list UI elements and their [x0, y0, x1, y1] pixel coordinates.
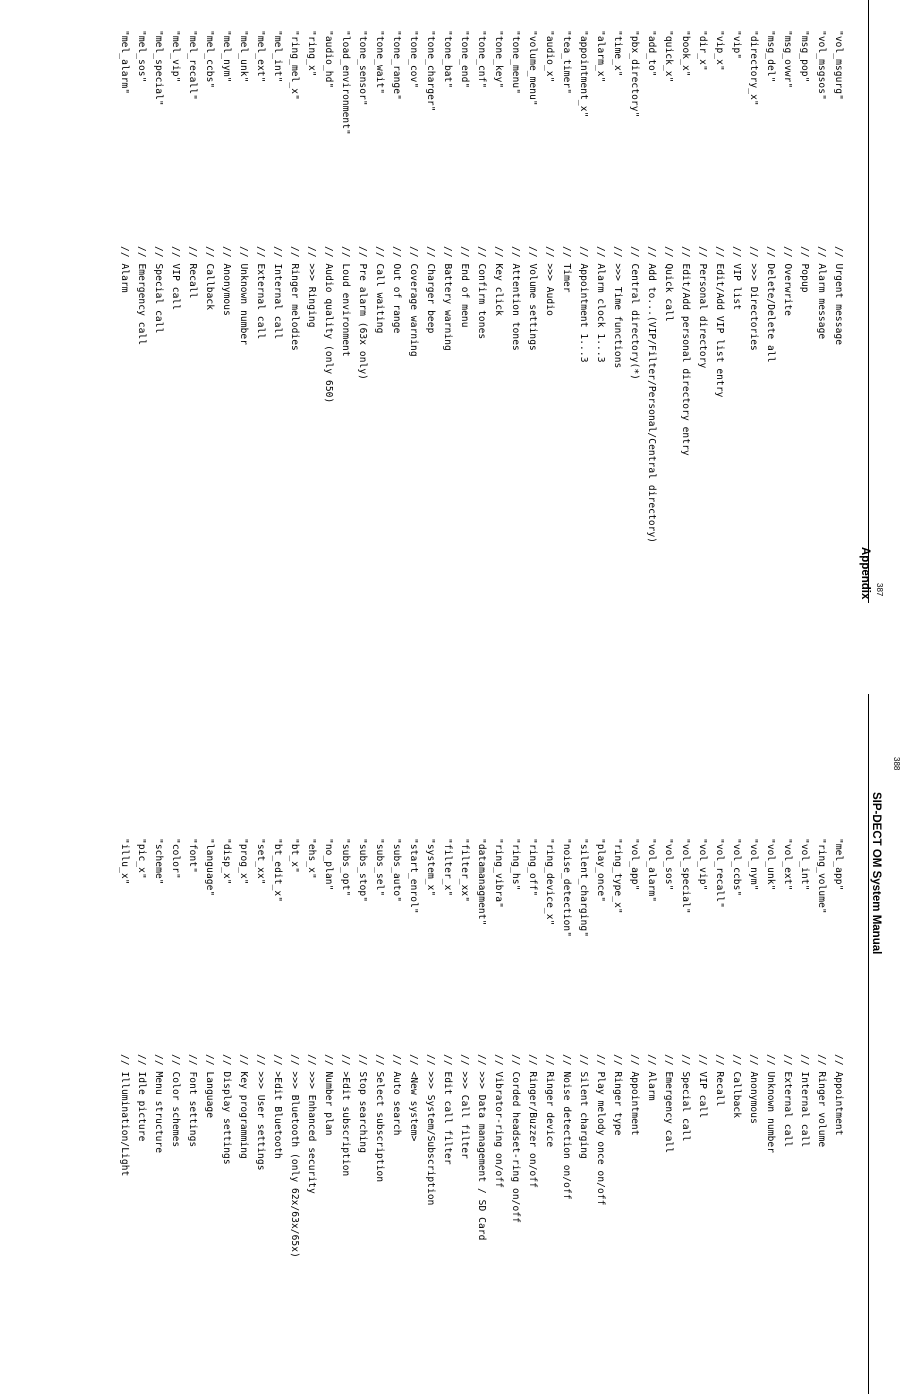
setting-comment: // Quick call [663, 246, 674, 322]
setting-comment: // >Edit Bluetooth [272, 1054, 283, 1159]
setting-key: "appointment_x" [578, 30, 589, 118]
setting-key: "ehs_x" [306, 838, 317, 879]
setting-comment: // Overwrite [782, 246, 793, 316]
code-line [490, 838, 507, 1258]
setting-comment: // VIP list [731, 246, 742, 311]
code-line [456, 30, 473, 543]
setting-key: "tone_sensor" [357, 30, 368, 106]
setting-key: "mel_special" [153, 30, 164, 106]
code-line [184, 30, 201, 543]
code-line [558, 30, 575, 543]
setting-key: "prog_x" [238, 838, 249, 885]
setting-key: "vol_int" [799, 838, 810, 891]
code-line [218, 30, 235, 543]
code-line [592, 838, 609, 1258]
setting-key: "tone_wait" [374, 30, 385, 95]
setting-comment: // Audio quality (only 650) [323, 246, 334, 404]
code-line [813, 30, 830, 543]
setting-key: "set_xx" [255, 838, 266, 885]
setting-comment: // Recall [714, 1054, 725, 1107]
setting-key: "vip_x" [714, 30, 725, 71]
setting-key: "mel_recall" [187, 30, 198, 100]
code-line [728, 30, 745, 543]
setting-key: "tea_timer" [561, 30, 572, 95]
code-listing [116, 30, 847, 543]
setting-comment: // >>> Audio [544, 246, 555, 316]
code-line [830, 838, 847, 1258]
setting-comment: // Urgent message [833, 246, 844, 346]
code-line [320, 30, 337, 543]
setting-comment: // Ringer volume [816, 1054, 827, 1148]
setting-key: "filter_xx" [459, 838, 470, 903]
setting-comment: // Anonymous [748, 1054, 759, 1124]
code-listing [116, 838, 847, 1258]
code-line [405, 838, 422, 1258]
code-line [660, 30, 677, 543]
setting-key: "datamanagment" [476, 838, 487, 926]
setting-comment: // >>> Directories [748, 246, 759, 351]
code-line [779, 30, 796, 543]
setting-key: "illu_x" [119, 838, 130, 885]
setting-key: "tone_cnf" [476, 30, 487, 89]
code-line [286, 838, 303, 1258]
setting-key: "system_x" [425, 838, 436, 897]
setting-comment: // Appointment [629, 1054, 640, 1136]
setting-key: "language" [204, 838, 215, 897]
setting-key: "tone_end" [459, 30, 470, 89]
setting-key: "color" [170, 838, 181, 879]
running-header: Appendix [859, 547, 871, 600]
setting-key: "bt_x" [289, 838, 300, 873]
setting-comment: // >>> Time functions [612, 246, 623, 369]
code-line [201, 30, 218, 543]
setting-comment: // Ringer type [612, 1054, 623, 1136]
setting-comment: // Personal directory [697, 246, 708, 369]
setting-comment: // Charger beep [425, 246, 436, 334]
setting-comment: // Auto search [391, 1054, 402, 1136]
setting-key: "quick_x" [663, 30, 674, 83]
setting-comment: // VIP call [697, 1054, 708, 1119]
code-line [711, 838, 728, 1258]
setting-key: "vol_unk" [765, 838, 776, 891]
code-line [541, 838, 558, 1258]
setting-comment: // Special call [680, 1054, 691, 1142]
code-line [609, 838, 626, 1258]
code-line [660, 838, 677, 1258]
code-line [762, 838, 779, 1258]
setting-comment: // External call [255, 246, 266, 340]
setting-key: "add_to" [646, 30, 657, 77]
code-line [507, 30, 524, 543]
code-line [337, 838, 354, 1258]
setting-comment: // >>> Bluetooth (only 62x/63x/65x) [289, 1054, 300, 1258]
setting-comment: // VIP call [170, 246, 181, 311]
setting-key: "filter_x" [442, 838, 453, 897]
setting-key: "pic_x" [136, 838, 147, 879]
setting-comment: // Noise detection on/off [561, 1054, 572, 1200]
setting-key: "vol_alarm" [646, 838, 657, 903]
code-line [133, 30, 150, 543]
code-line [592, 30, 609, 543]
setting-comment: // Callback [731, 1054, 742, 1119]
setting-key: "tone_range" [391, 30, 402, 100]
code-line [796, 838, 813, 1258]
setting-comment: // Play melody once on/off [595, 1054, 606, 1206]
setting-comment: // End of menu [459, 246, 470, 328]
setting-key: "vol_ext" [782, 838, 793, 891]
setting-comment: // Vibrator-ring on/off [493, 1054, 504, 1188]
setting-comment: // Edit call filter [442, 1054, 453, 1165]
code-line [439, 838, 456, 1258]
code-line [116, 30, 133, 543]
code-line [728, 838, 745, 1258]
code-line [694, 30, 711, 543]
code-line [779, 838, 796, 1258]
code-line [524, 30, 541, 543]
code-line [269, 30, 286, 543]
setting-key: "volume_menu" [527, 30, 538, 106]
code-line [796, 30, 813, 543]
code-line [150, 30, 167, 543]
running-header: SIP-DECT OM System Manual [870, 792, 882, 955]
setting-key: "mel_vip" [170, 30, 181, 83]
setting-key: "subs_stop" [357, 838, 368, 903]
setting-comment: // >Edit subscription [340, 1054, 351, 1177]
code-line [490, 30, 507, 543]
setting-key: "start_enrol" [408, 838, 419, 914]
setting-key: "mel_unk" [238, 30, 249, 83]
setting-key: "vol_nym" [748, 838, 759, 891]
setting-key: "tone_cov" [408, 30, 419, 89]
code-line [116, 838, 133, 1258]
code-line [575, 30, 592, 543]
setting-comment: // Ringer/Buzzer on/off [527, 1054, 538, 1188]
setting-comment: // Unknown number [765, 1054, 776, 1154]
setting-key: "audio_hd" [323, 30, 334, 89]
setting-key: "subs_opt" [340, 838, 351, 897]
setting-key: "directory_x" [748, 30, 759, 106]
code-line [371, 838, 388, 1258]
setting-comment: // <New system> [408, 1054, 419, 1142]
setting-comment: // Font settings [187, 1054, 198, 1148]
code-line [201, 838, 218, 1258]
code-line [167, 838, 184, 1258]
setting-comment: // Anonymous [221, 246, 232, 316]
setting-key: "scheme" [153, 838, 164, 885]
setting-key: "vol_recall" [714, 838, 725, 908]
code-line [558, 838, 575, 1258]
setting-key: "audio_x" [544, 30, 555, 83]
setting-comment: // Ringer device [544, 1054, 555, 1148]
code-line [473, 30, 490, 543]
code-line [643, 838, 660, 1258]
setting-key: "ring_x" [306, 30, 317, 77]
setting-comment: // Pre alarm (63x only) [357, 246, 368, 380]
setting-key: "vol_msgurg" [833, 30, 844, 100]
setting-key: "ring_mel_x" [289, 30, 300, 100]
setting-comment: // Popup [799, 246, 810, 293]
setting-comment: // Confirm tones [476, 246, 487, 340]
setting-key: "msg_del" [765, 30, 776, 83]
setting-comment: // Color schemes [170, 1054, 181, 1148]
setting-comment: // Internal call [799, 1054, 810, 1148]
setting-comment: // Timer [561, 246, 572, 293]
setting-key: "ring_type_x" [612, 838, 623, 914]
setting-comment: // Out of range [391, 246, 402, 334]
setting-key: "time_x" [612, 30, 623, 77]
setting-comment: // Corded headset-ring on/off [510, 1054, 521, 1223]
setting-comment: // External call [782, 1054, 793, 1148]
setting-key: "font" [187, 838, 198, 873]
setting-comment: // Alarm clock 1...3 [595, 246, 606, 363]
setting-comment: // Emergency call [136, 246, 147, 346]
setting-key: "play_once" [595, 838, 606, 903]
setting-key: "mel_ext" [255, 30, 266, 83]
setting-comment: // Alarm message [816, 246, 827, 340]
setting-comment: // Battery warning [442, 246, 453, 351]
setting-comment: // Stop searching [357, 1054, 368, 1154]
setting-key: "ring_device_x" [544, 838, 555, 926]
code-line [626, 30, 643, 543]
code-line [439, 30, 456, 543]
setting-comment: // Add to...(VIP/Filter/Personal/Central directory) [646, 246, 657, 544]
setting-key: "mel_alarm" [119, 30, 130, 95]
setting-comment: // Unknown number [238, 246, 249, 346]
code-line [609, 30, 626, 543]
code-line [524, 838, 541, 1258]
setting-comment: // >>> Call filter [459, 1054, 470, 1159]
setting-key: "vol_app" [629, 838, 640, 891]
setting-key: "mel_nym" [221, 30, 232, 83]
setting-comment: // Callback [204, 246, 215, 311]
setting-key: "vol_msgsos" [816, 30, 827, 100]
setting-key: "ring_hs" [510, 838, 521, 891]
setting-comment: // Menu structure [153, 1054, 164, 1154]
code-line [320, 838, 337, 1258]
setting-key: "vol_special" [680, 838, 691, 914]
setting-key: "subs_sel" [374, 838, 385, 897]
setting-key: "subs_auto" [391, 838, 402, 903]
code-line [422, 30, 439, 543]
setting-key: "mel_sos" [136, 30, 147, 83]
code-line [422, 838, 439, 1258]
setting-comment: // Special call [153, 246, 164, 334]
setting-comment: // Recall [187, 246, 198, 299]
code-line [303, 838, 320, 1258]
setting-comment: // Ringer melodies [289, 246, 300, 351]
code-line [184, 838, 201, 1258]
code-line [218, 838, 235, 1258]
setting-comment: // Key programming [238, 1054, 249, 1159]
setting-key: "mel_int" [272, 30, 283, 83]
code-line [473, 838, 490, 1258]
setting-key: "tone_key" [493, 30, 504, 89]
setting-comment: // >>> Enhanced security [306, 1054, 317, 1194]
code-line [286, 30, 303, 543]
code-line [337, 30, 354, 543]
setting-comment: // >>> User settings [255, 1054, 266, 1171]
setting-comment: // Attention tones [510, 246, 521, 351]
code-line [150, 838, 167, 1258]
setting-comment: // >>> System/Subscription [425, 1054, 436, 1206]
setting-comment: // Idle picture [136, 1054, 147, 1142]
code-line [694, 838, 711, 1258]
setting-comment: // Display settings [221, 1054, 232, 1165]
page-number: 388 [892, 757, 901, 771]
setting-comment: // Loud environment [340, 246, 351, 357]
setting-key: "vol_vip" [697, 838, 708, 891]
code-line [388, 30, 405, 543]
setting-comment: // Call waiting [374, 246, 385, 334]
setting-comment: // >>> Data management / SD Card [476, 1054, 487, 1241]
code-line [711, 30, 728, 543]
code-line [677, 30, 694, 543]
setting-key: "tone_bat" [442, 30, 453, 89]
setting-key: "silent_charging" [578, 838, 589, 938]
code-line [252, 838, 269, 1258]
setting-key: "msg_pop" [799, 30, 810, 83]
code-line [541, 30, 558, 543]
setting-key: "dir_x" [697, 30, 708, 71]
setting-key: "ring_off" [527, 838, 538, 897]
code-line [507, 838, 524, 1258]
setting-comment: // Alarm [119, 246, 130, 293]
setting-comment: // Internal call [272, 246, 283, 340]
code-line [371, 30, 388, 543]
setting-key: "vip" [731, 30, 742, 60]
setting-comment: // Key click [493, 246, 504, 316]
code-line [269, 838, 286, 1258]
setting-key: "load_environment" [340, 30, 351, 135]
setting-key: "pbx_directory" [629, 30, 640, 118]
code-line [626, 838, 643, 1258]
code-line [745, 838, 762, 1258]
page-number: 387 [875, 583, 884, 597]
code-line [354, 838, 371, 1258]
setting-key: "noise_detection" [561, 838, 572, 938]
page-388 [0, 694, 901, 1394]
setting-comment: // >>> Ringing [306, 246, 317, 328]
setting-comment: // Coverage warning [408, 246, 419, 357]
code-line [303, 30, 320, 543]
setting-comment: // Select subscription [374, 1054, 385, 1183]
setting-key: "tone_charger" [425, 30, 436, 112]
code-line [575, 838, 592, 1258]
code-line [235, 838, 252, 1258]
setting-comment: // Alarm [646, 1054, 657, 1101]
setting-comment: // Appointment [833, 1054, 844, 1136]
setting-key: "vol_ccbs" [731, 838, 742, 897]
setting-comment: // Delete/Delete all [765, 246, 776, 363]
setting-key: "tone_menu" [510, 30, 521, 95]
setting-comment: // Edit/Add personal directory entry [680, 246, 691, 456]
setting-comment: // Central directory(*) [629, 246, 640, 380]
code-line [235, 30, 252, 543]
code-line [677, 838, 694, 1258]
setting-comment: // Number plan [323, 1054, 334, 1136]
code-line [133, 838, 150, 1258]
setting-comment: // Emergency call [663, 1054, 674, 1154]
setting-comment: // Silent charging [578, 1054, 589, 1159]
code-line [643, 30, 660, 543]
code-line [762, 30, 779, 543]
setting-key: "disp_x" [221, 838, 232, 885]
setting-key: "bt_edit_x" [272, 838, 283, 903]
setting-key: "mel_ccbs" [204, 30, 215, 89]
setting-key: "no_plan" [323, 838, 334, 891]
code-line [388, 838, 405, 1258]
setting-comment: // Volume settings [527, 246, 538, 351]
setting-key: "ring_vibra" [493, 838, 504, 908]
setting-key: "vol_sos" [663, 838, 674, 891]
setting-comment: // Language [204, 1054, 215, 1119]
code-line [830, 30, 847, 543]
setting-key: "alarm_x" [595, 30, 606, 83]
code-line [354, 30, 371, 543]
setting-key: "msg_ovwr" [782, 30, 793, 89]
code-line [813, 838, 830, 1258]
setting-key: "ring_volume" [816, 838, 827, 914]
setting-comment: // Appointment 1...3 [578, 246, 589, 363]
code-line [745, 30, 762, 543]
code-line [252, 30, 269, 543]
code-line [456, 838, 473, 1258]
setting-comment: // Illumination/Light [119, 1054, 130, 1177]
code-line [167, 30, 184, 543]
setting-comment: // Edit/Add VIP list entry [714, 246, 725, 398]
code-line [405, 30, 422, 543]
setting-key: "book_x" [680, 30, 691, 77]
setting-key: "mel_app" [833, 838, 844, 891]
